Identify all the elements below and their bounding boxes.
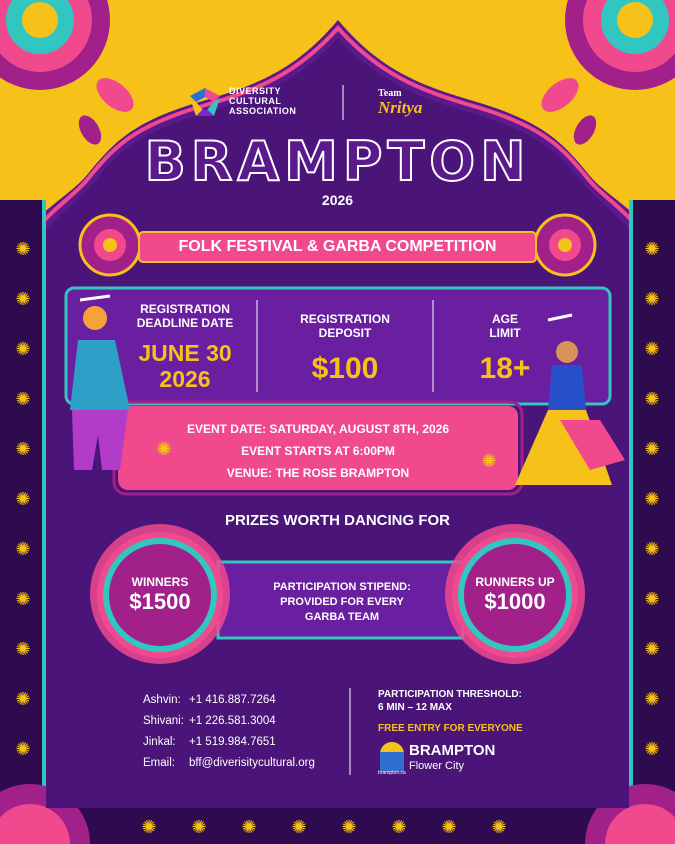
dca-logo-icon <box>188 86 222 118</box>
flower-icon: ✺ <box>15 639 31 659</box>
contact-phone[interactable]: +1 416.887.7264 <box>189 694 276 706</box>
team-label: Team <box>378 88 402 99</box>
deposit-value: $100 <box>311 352 379 385</box>
deadline-label-line: REGISTRATION <box>140 302 230 316</box>
flower-icon: ✺ <box>15 539 31 559</box>
flower-icon: ✺ <box>644 639 660 659</box>
brampton-logo-url: brampton.ca <box>378 770 406 776</box>
flower-icon: ✺ <box>241 817 257 837</box>
flower-icon: ✺ <box>644 239 660 259</box>
runners-label: RUNNERS UP <box>475 575 555 589</box>
festival-banner: FOLK FESTIVAL & GARBA COMPETITION <box>140 233 535 261</box>
dca-logo-text <box>229 86 296 116</box>
deposit-label <box>270 312 420 340</box>
dca-line: DIVERSITY <box>229 86 282 96</box>
contact-name: Jinkal: <box>143 736 176 748</box>
deadline-label <box>120 302 250 330</box>
deadline-value <box>120 340 250 392</box>
flower-icon: ✺ <box>15 589 31 609</box>
flower-icon: ✺ <box>441 817 457 837</box>
contact-row <box>143 690 343 711</box>
free-entry: FREE ENTRY FOR EVERYONE <box>378 723 523 734</box>
flower-icon: ✺ <box>391 817 407 837</box>
deadline-label-line: DEADLINE DATE <box>136 316 234 330</box>
deadline-value-line: 2026 <box>159 366 211 392</box>
flower-icon: ✺ <box>644 739 660 759</box>
flower-icon: ✺ <box>644 689 660 709</box>
flower-icon: ✺ <box>15 389 31 409</box>
event-venue: VENUE: THE ROSE BRAMPTON <box>226 466 410 480</box>
flower-icon: ✺ <box>341 817 357 837</box>
contact-name: Ashvin: <box>143 694 181 706</box>
flower-icon: ✺ <box>15 489 31 509</box>
event-details <box>118 418 518 484</box>
winners-medal <box>103 538 217 652</box>
age-label <box>460 312 550 340</box>
age-label-line: AGE <box>491 312 518 326</box>
flower-icon: ✺ <box>644 489 660 509</box>
stipend-line: PARTICIPATION STIPEND: <box>273 581 411 593</box>
age-label-line: LIMIT <box>489 326 521 340</box>
flower-icon: ✺ <box>15 439 31 459</box>
sparkle-icon: ✺ <box>156 439 172 459</box>
dca-line: ASSOCIATION <box>229 106 297 116</box>
flower-icon: ✺ <box>491 817 507 837</box>
team-nritya-logo: Nritya <box>378 98 423 117</box>
flower-icon: ✺ <box>644 589 660 609</box>
flower-icon: ✺ <box>644 339 660 359</box>
flower-icon: ✺ <box>141 817 157 837</box>
stipend-line: GARBA TEAM <box>304 611 380 623</box>
contact-row <box>143 732 343 753</box>
runners-value: $1000 <box>484 589 546 614</box>
age-value: 18+ <box>479 352 531 385</box>
runners-up-medal <box>458 538 572 652</box>
flower-icon: ✺ <box>15 689 31 709</box>
sparkle-icon: ✺ <box>481 451 497 471</box>
flower-icon: ✺ <box>15 289 31 309</box>
dca-line: CULTURAL <box>229 96 282 106</box>
contact-name: Email: <box>143 757 175 769</box>
contact-email[interactable]: bff@diverisitycultural.org <box>189 757 315 769</box>
page-title: BRAMPTON <box>144 130 531 193</box>
flower-icon: ✺ <box>15 339 31 359</box>
threshold-line: PARTICIPATION THRESHOLD: <box>378 689 522 700</box>
year: 2026 <box>321 192 354 208</box>
brampton-logo-sub: Flower City <box>409 760 465 772</box>
deposit-label-line: REGISTRATION <box>300 312 390 326</box>
contact-list <box>143 690 343 774</box>
flower-icon: ✺ <box>644 439 660 459</box>
stipend-text <box>232 580 452 625</box>
threshold <box>378 688 522 714</box>
event-date: EVENT DATE: SATURDAY, AUGUST 8TH, 2026 <box>186 422 450 436</box>
contact-name: Shivani: <box>143 715 184 727</box>
flower-icon: ✺ <box>191 817 207 837</box>
prizes-heading: PRIZES WORTH DANCING FOR <box>225 512 450 529</box>
brampton-logo-name: BRAMPTON <box>409 742 496 759</box>
threshold-line: 6 MIN – 12 MAX <box>378 702 452 713</box>
event-start: EVENT STARTS AT 6:00PM <box>241 444 395 458</box>
contact-row <box>143 753 343 774</box>
flower-icon: ✺ <box>644 389 660 409</box>
flower-icon: ✺ <box>15 739 31 759</box>
deadline-value-line: JUNE 30 <box>138 340 232 366</box>
contact-phone[interactable]: +1 226.581.3004 <box>189 715 276 727</box>
contact-row <box>143 711 343 732</box>
flower-icon: ✺ <box>15 239 31 259</box>
winners-label: WINNERS <box>131 575 189 589</box>
flower-icon: ✺ <box>291 817 307 837</box>
contact-phone[interactable]: +1 519.984.7651 <box>189 736 276 748</box>
winners-value: $1500 <box>129 589 191 614</box>
stipend-line: PROVIDED FOR EVERY <box>280 596 404 608</box>
flower-icon: ✺ <box>644 289 660 309</box>
deposit-label-line: DEPOSIT <box>318 326 372 340</box>
flower-icon: ✺ <box>644 539 660 559</box>
